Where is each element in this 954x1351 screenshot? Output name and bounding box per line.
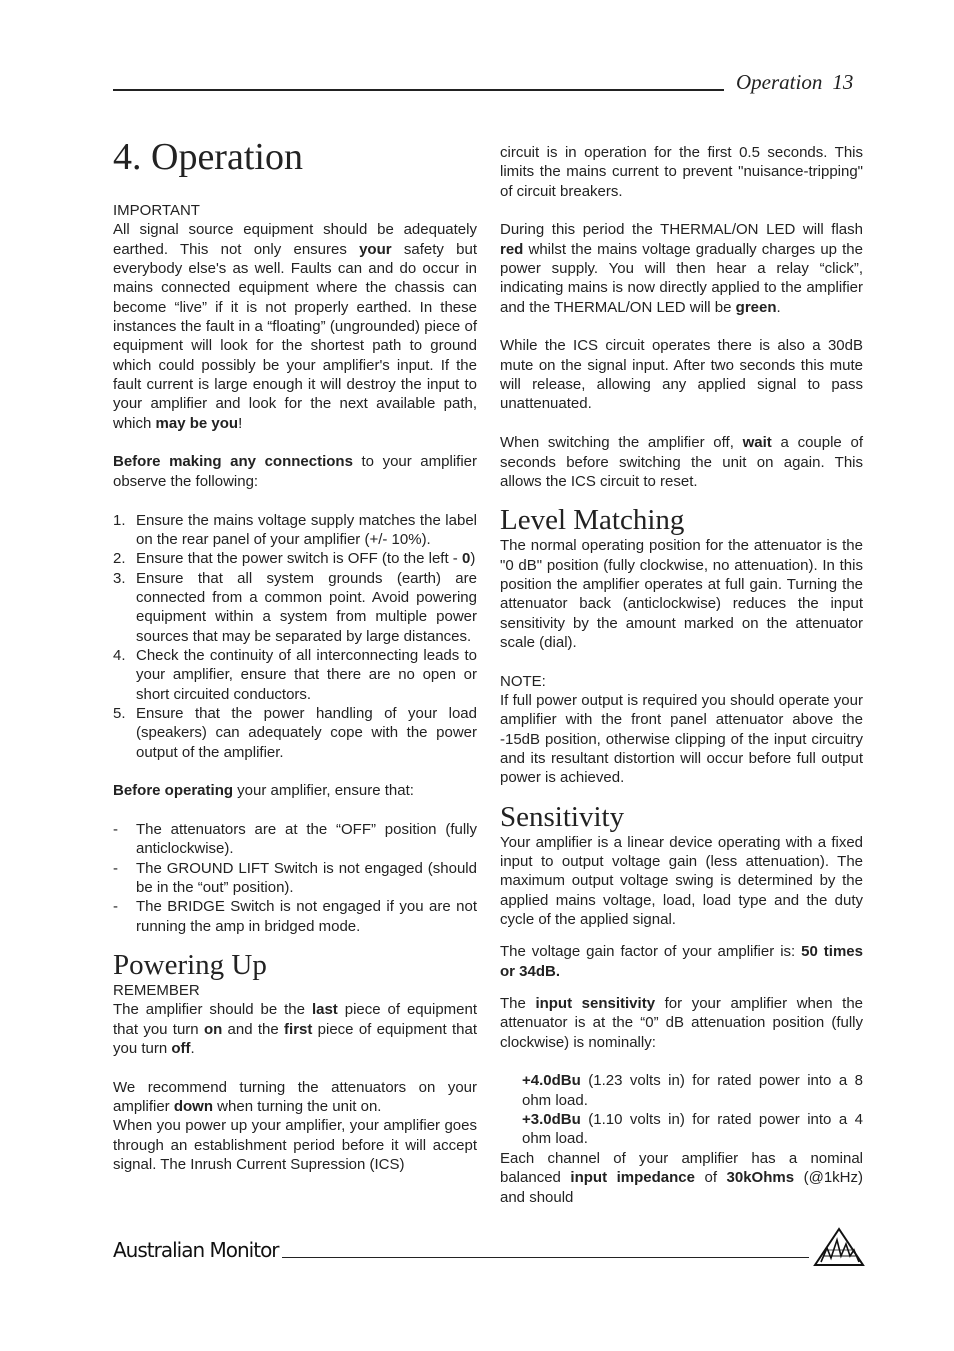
brand-wordmark: Australian Monitor xyxy=(113,1238,279,1262)
power-up-paragraph: When you power up your amplifier, your amplifier goes through an establishment period before it will accept signal. The Inrush Current Supression (ICS) xyxy=(113,1117,477,1174)
australian-monitor-logo-icon xyxy=(813,1226,865,1268)
note-label: NOTE: xyxy=(500,672,546,690)
list-item: - The BRIDGE Switch is not engaged if you are not running the amp in bridged mode. xyxy=(113,898,477,935)
list-item: - The GROUND LIFT Switch is not engaged (should be in the “out” position). xyxy=(113,859,477,897)
left-column xyxy=(113,133,477,1175)
page-number: 13 xyxy=(832,70,854,94)
important-label: IMPORTANT xyxy=(113,202,200,219)
powering-up-heading: Powering Up xyxy=(113,949,267,982)
sensitivity-4ohm: +3.0dBu (1.10 volts in) for rated power into a 4 ohm load. xyxy=(522,1111,863,1148)
running-header xyxy=(736,70,853,95)
note-paragraph: If full power output is required you should operate your amplifier with the front panel attenuator above the -15dB position, otherwise clipping of the input circuitry and its resultant distortion will occur before full output power is achieved. xyxy=(500,691,863,787)
right-column xyxy=(500,143,863,1207)
recommend-paragraph: We recommend turning the attenuators on your amplifier down when turning the unit on. xyxy=(113,1078,477,1116)
list-item: 3. Ensure that all system grounds (earth) are connected from a common point. Avoid powering equipment within a system from multiple power sources that may be separated by large distances. xyxy=(113,569,477,645)
mute-paragraph: While the ICS circuit operates there is also a 30dB mute on the signal input. After two seconds this mute will release, allowing any applied signal to pass unattenuated. xyxy=(500,337,863,413)
page-title: 4. Operation xyxy=(113,136,303,178)
thermal-led-paragraph: During this period the THERMAL/ON LED will flash red whilst the mains voltage gradually charges up the power supply. You will then hear a relay “click”, indicating mains is now directly applied to the amplifier and the THERMAL/ON LED will be green. xyxy=(500,221,863,316)
list-item: 1. Ensure the mains voltage supply matches the label on the rear panel of your amplifier (+/- 10%). xyxy=(113,511,477,548)
sensitivity-paragraph: Your amplifier is a linear device operating with a fixed input to output voltage gain (less attenuation). The maximum output voltage swing is determined by the applied mains voltage, load, load type and the duty cycle of the applied signal. xyxy=(500,833,863,929)
list-item: 4. Check the continuity of all interconnecting leads to your amplifier, ensure that there are no open or short circuited conductors. xyxy=(113,646,477,703)
sensitivity-8ohm: +4.0dBu (1.23 volts in) for rated power into a 8 ohm load. xyxy=(522,1072,863,1109)
sensitivity-heading: Sensitivity xyxy=(500,800,625,833)
remember-paragraph: The amplifier should be the last piece of equipment that you turn on and the first piece of equipment that you turn off. xyxy=(113,1001,478,1058)
ics-continuation-paragraph: circuit is in operation for the first 0.5 seconds. This limits the mains current to prevent "nuisance-tripping" of circuit breakers. xyxy=(500,144,863,200)
pre-operation-checklist xyxy=(113,820,477,936)
list-item: 5. Ensure that the power handling of your load (speakers) can adequately cope with the power output of the amplifier. xyxy=(113,704,477,761)
remember-label: REMEMBER xyxy=(113,982,200,1000)
input-sensitivity-paragraph: The input sensitivity for your amplifier when the attenuator is at the “0” dB attenuation position (fully clockwise) is nominally: xyxy=(500,995,864,1051)
level-matching-heading: Level Matching xyxy=(500,504,685,537)
switching-paragraph: When switching the amplifier off, wait a couple of seconds before switching the unit on again. This allows the ICS circuit to reset. xyxy=(500,434,863,490)
voltage-gain-paragraph: The voltage gain factor of your amplifier is: 50 times or 34dB. xyxy=(500,943,863,980)
operating-intro: Before operating your amplifier, ensure that: xyxy=(113,782,414,800)
level-matching-paragraph: The normal operating position for the attenuator is the "0 dB" position (fully clockwise, no attenuation). In this position the amplifier operates at full gain. Turning the attenuator back (anticlockwise) reduces the input sensitivity by the amount marked on the attenuator scale (dial). xyxy=(500,537,863,651)
connection-steps-list xyxy=(113,511,477,762)
list-item: - The attenuators are at the “OFF” position (fully anticlockwise). xyxy=(113,821,477,858)
header-section: Operation xyxy=(736,70,823,94)
footer-rule xyxy=(282,1257,809,1258)
header-rule xyxy=(113,89,724,91)
list-item: 2. Ensure that the power switch is OFF (to the left - 0) xyxy=(113,550,476,568)
connections-intro: Before making any connections to your amplifier observe the following: xyxy=(113,453,477,490)
input-impedance-paragraph: Each channel of your amplifier has a nominal balanced input impedance of 30kOhms (@1kHz) and should xyxy=(500,1149,863,1206)
important-paragraph: All signal source equipment should be adequately earthed. This not only ensures your safety but everybody else's as well. Faults can and do occur in mains connected equipment where the chassis can become “live” if it is not properly earthed. In these instances the fault in a “floating” (ungrounded) piece of equipment will look for the shortest path to ground which could possibly be your amplifier's input. If the fault current is large enough it will destroy the input to your amplifier and look for the next available path, which may be you! xyxy=(113,221,477,432)
